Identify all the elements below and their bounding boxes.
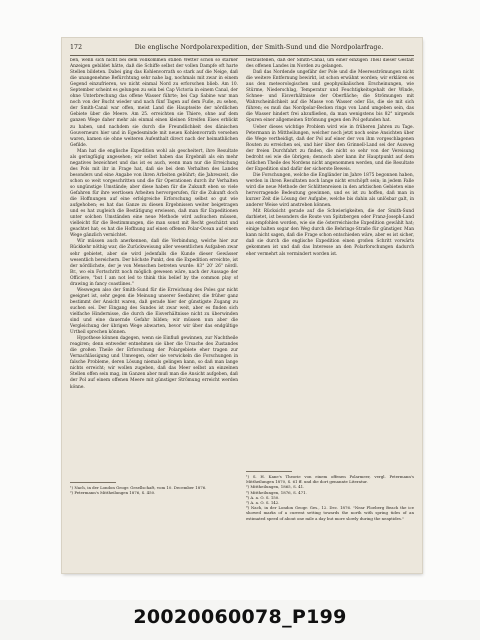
footnote: ⁴) A. a. O. S. 150. xyxy=(246,494,280,500)
left-footnote-separator xyxy=(70,482,116,483)
left-text-column xyxy=(70,58,238,478)
header-rule xyxy=(70,55,414,56)
right-text-column xyxy=(246,58,414,468)
paragraph: Wir müssen auch anerkennen, daß die Verbindung, welche hier zur Rückkehr nöthig war, die Zurückweisung aller wesentlichen Aufgaben zwar sehr gebietet, aber sie wird jedenfalls die Kunde dieser Gewässer wesentlich bereichern. Der höchste Punkt, den die Expedition erreichte, ist der nördlichste, der je von Menschen betreten wurde: 83° 20' 26" nördl. Br., wo ein Fortschritt noch möglich gewesen wäre, nach der Aussage der Officiere, "but I am not led to think this belief by the common play of drawing in fancy coastlines." xyxy=(70,239,238,287)
paragraph: Mit Rücksicht gerade auf die Schwierigkeiten, die der Smith-Sund darbietet, ist besonders die Route von Spitzbergen oder Franz-Joseph-Land aus empfohlen worden, wie sie die österreichische Expedition gewählt hat; einige halten sogar den Weg durch die Behrings-Straße für günstiger. Man kann nicht sagen, daß die Frage schon entschieden wäre, aber es ist sicher, daß sie durch die englische Expedition einen großen Schritt vorwärts gekommen ist und daß das Interesse an den Polarforschungen dadurch eher vermehrt als vermindert worden ist. xyxy=(246,209,414,257)
footnote: ²) Petermann's Mittheilungen 1876, S. 450. xyxy=(70,490,156,496)
book-page xyxy=(62,38,422,573)
left-footnotes xyxy=(70,485,238,515)
footnote: ¹) Nach, in der London Geogr. Gesellschaft, vom 10. December 1876. xyxy=(70,485,207,490)
paragraph: Ueber dieses wichtige Problem wird wie in früheren Jahren zu Tage. Petermann in Mittheilungen, welcher noch jetzt noch seine Ansichten über die Wege vertheidigt, daß der Pol auf einer der von ihm vorgeschlagenen Routen zu erreichen sei, und hier über den Grinnell-Land sei der Ausweg der freien Durchfahrt zu finden, die nicht so sehr von der Vereisung bedroht sei wie die übrigen; dennoch aber kann ihr Hauptpunkt auf dem östlichen Theile des Nordens nicht angenommen werden, und die Resultate der Expedition sind dafür der sicherste Beweis. xyxy=(246,124,414,172)
page-header xyxy=(70,44,414,54)
paragraph: festzustellen, daß der Smith-Canal, um einer einzigen Theil dieser Gestalt des offenen Landes im Norden zu gelangen. xyxy=(246,58,414,70)
footnote: ³) Mittheilungen, 1876, S. 471. xyxy=(246,489,307,495)
paragraph: ben, wenn sich nicht bei dem vollkommen stillen Wetter schon so starker Anzeigen gebildet hätte, daß die Schiffe selbst der vollen Dampfe oft harte Stellen bildeten. Dabei ging das Kohlenvorrath so stark auf die Neige, daß die unangenehme Befürchtung sehr nahe lag, nochmals mit zwar in einem Gegend einzufrieren, wo nicht einmal Nord zu erforschen blieb. Am 10. September scheint es gelungen zu sein bei Cap Victoria in einem Canal, der ohne Unterbrechung das offene Wasser führte; bei Cap Sabine war man noch von der Bucht wieder und nach fünf Tagen auf dem Fuße, zu sehen, der Smith-Canal war offen, meist Land die Hauptseite der nördlichen Gebiete über die Meere. Am 25. erreichten sie Thiere, ohne auf dem ganzen Wege daher mehr als einmal einen kleinen Streifen Eises erblickt zu haben, und nachdem sie durch die Freundlichkeit des dänischen Gouverneurs hier und in Egedesminde mit neuen Kohlenvorrath versehen waren, kamen sie ohne weiteren Aufenthalt direct nach der heimathlichen Gefilde. xyxy=(70,58,238,148)
footnote: ¹) S. H. Kane's Theorie von einem offenen Polarmeer, vergl. Petermann's Mittheilungen 1870, S. 61 ff. und die dort genannte Literatur. xyxy=(246,474,414,485)
right-footnotes xyxy=(246,474,414,568)
paragraph: Hypothese können dagegen, wenn sie Einfluß gewinnen, zur Nachtheile reagiren; denn entweder entnehmen sie über die Ursache des Zustandes die großen Theile der Erforschung der Polargebiete eher tragen zur Vernachlässigung und Umwegen, oder sie verwickeln die Forschungen in falsche Probleme, deren Lösung niemals gelingen kann, so daß man lange nichts erreicht; wir wollen zugeben, daß das Meer selbst an einzelnen Stellen offen sein mag, im Ganzen aber muß man die Ansicht aufgeben, daß der Pol auf einem offenen Meere mit günstiger Strömung erreicht werden könne. xyxy=(70,336,238,390)
footnote: ⁶) Nach, in der London Geogr. Ges., 12. Dec. 1876. "Near Floeberg Beach the ice showed marks of a current setting towards the north with spring tides of an estimated speed of about one mile a day but more slowly during the neaptides." xyxy=(246,505,414,521)
running-title: Die englische Nordpolarexpedition, der Smith-Sund und die Nordpolarfrage. xyxy=(134,44,384,51)
paragraph: Die Forschungen, welche die Engländer im Jahre 1875 begonnen haben, werden in ihren Resultaten noch lange nicht erschöpft sein; in jedem Falle wird die neue Methode der Schlittenreisen in den arktischen Gebieten eine hervorragende Bedeutung gewinnen, und es ist zu hoffen, daß man in kurzer Zeit die Lösung der Aufgabe, welche bis dahin als unlösbar galt, in anderer Weise wird anstreben können. xyxy=(246,172,414,209)
footnote: ²) Mittheilungen, 1865, S. 41. xyxy=(246,484,305,490)
right-footnote-separator xyxy=(246,471,292,472)
footnote: ⁵) A. a. O. S. 142. xyxy=(246,500,280,506)
paragraph: Man hat die englische Expedition wohl als gescheitert, ihre Resultate als geringfügig angesehen; wir selbst haben das Ergebniß als ein mehr negatives bezeichnet und das ist es auch, wenn man nur die Erreichung des Pols mit ihr in Frage hat, daß sie bei dem Verhalten des Landes besonders und eine Angabe von ihren Arbeiten gebührt; die Jahreszeit, die schon so weit vorgeschritten und die für Operationen durch ihr Verhalten so ungünstige Umstände; aber diese haben für die Zukunft eben so viele Gefahren für ihre wertlosen Arbeiten hervorgerufen, für die Zukunft doch die Hoffnungen auf eine erfolgreiche Erforschung selbst so gut wie aufgehoben; es hat das Ganze zu diesen Ergebnissen weiter beigetragen und es hat zugleich die Bestätigung erwiesen, daß man für Expeditionen unter solchen Umständen eine neue Methode wird aufsuchen müssen, vielleicht für die Bestimmungen, die man sonst mit Recht geschätzt und geachtet hat; es hat die Hoffnung auf einen offenen Polar-Ocean auf einem Wege gänzlich vernichtet. xyxy=(70,148,238,239)
page-number: 172 xyxy=(70,44,83,51)
paragraph: Daß das Nordende ungefähr der Pole und die Meeresströmungen nicht die weitere Entfernung bewirkt, ist schon erwähnt worden; wir erklären es aus den meteorologischen und geophysikalischen Erscheinungen, wie Stürme, Niederschlag, Temperatur und Feuchtigkeitsgehalt der Winde, Schnee- und Eisverhältnisse der Oberfläche; die Strömungen mit Wahrscheinlichkeit auf die Masse von Wasser oder Eis, die sie mit sich führen; es muß das Nordpolar-Becken rings von Land umgeben sein, das die Wasser hindert frei abzufließen, da man wenigstens bis 82° nirgends Spuren einer allgemeinen Strömung gegen den Pol gefunden hat. xyxy=(246,70,414,124)
paragraph: Weswegen also der Smith-Sund für die Erreichung des Poles gar nicht geeignet ist, sehr gegen die Meinung unserer Seefahrer, die früher ganz bestimmt der Ansicht waren, daß gerade hier der günstigste Zugang zu suchen sei. Der Eingang des Sundes ist zwar weit, aber es finden sich vielfache Hindernisse, die durch die Eisverhältnisse nicht zu überwinden sind und eine dauernde Gefahr bilden; wir müssen nun aber die Vergleichung der übrigen Wege abwarten, bevor wir über das endgültige Urtheil sprechen können. xyxy=(70,287,238,336)
image-id-caption: 20020060078_P199 xyxy=(133,606,347,628)
